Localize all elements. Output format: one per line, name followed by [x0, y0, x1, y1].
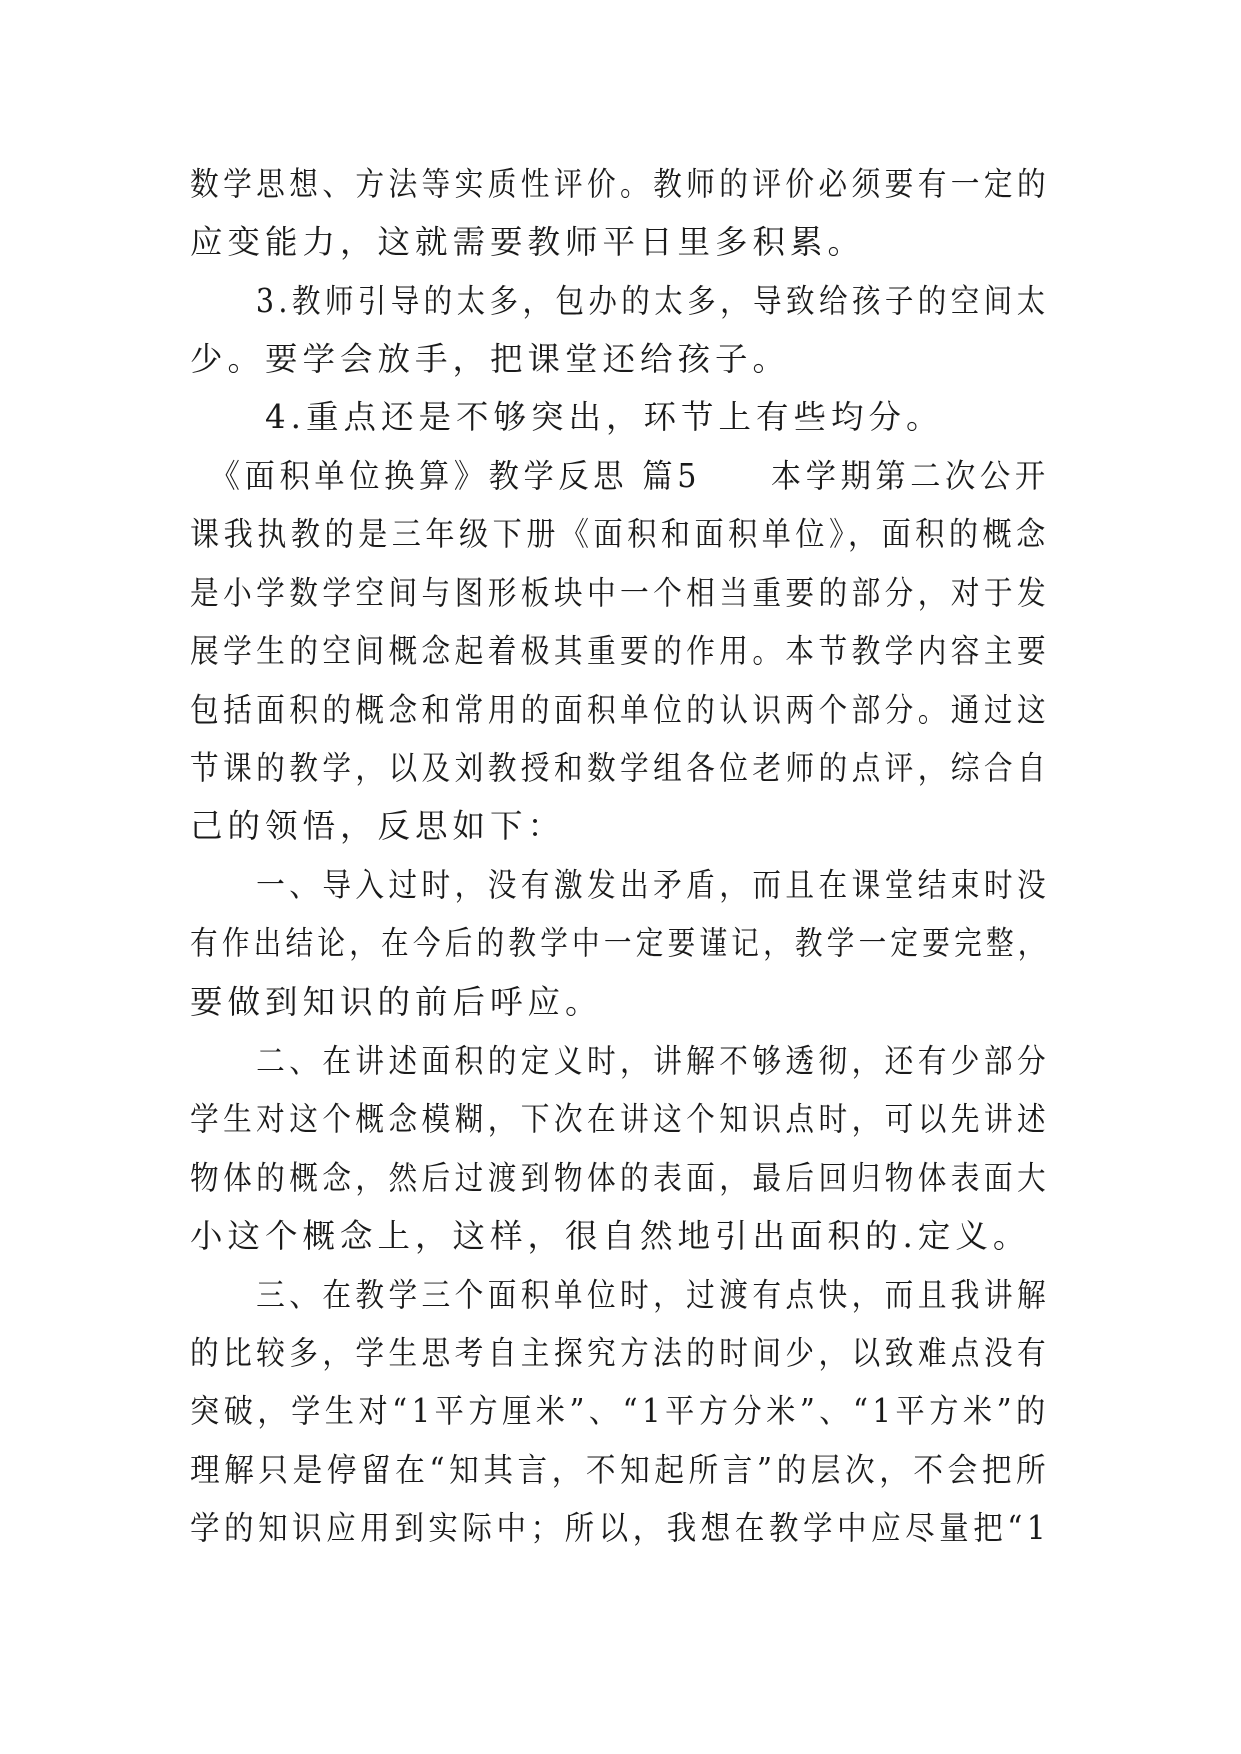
- text-line: 物体的概念，然后过渡到物体的表面，最后回归物体表面大: [190, 1159, 1051, 1197]
- text-line: 己的领悟，反思如下：: [190, 807, 566, 845]
- text-line: 要做到知识的前后呼应。: [190, 983, 603, 1021]
- text-line: 节课的教学，以及刘教授和数学组各位老师的点评，综合自: [190, 749, 1051, 787]
- text-line: 4.重点还是不够突出，环节上有些均分。: [190, 398, 944, 436]
- text-line: 三、在教学三个面积单位时，过渡有点快，而且我讲解: [190, 1276, 1051, 1314]
- text-line: 应变能力，这就需要教师平日里多积累。: [190, 223, 866, 261]
- text-line: 突破，学生对“1平方厘米”、“1平方分米”、“1平方米”的: [190, 1392, 1050, 1430]
- text-line: 二、在讲述面积的定义时，讲解不够透彻，还有少部分: [190, 1042, 1051, 1080]
- text-line: 学的知识应用到实际中；所以，我想在教学中应尽量把“1: [190, 1509, 1051, 1547]
- section-heading-line: 《面积单位换算》教学反思 篇5 本学期第二次公开: [190, 457, 1050, 495]
- text-line: 展学生的空间概念起着极其重要的作用。本节教学内容主要: [190, 632, 1051, 670]
- text-line: 学生对这个概念模糊，下次在讲这个知识点时，可以先讲述: [190, 1100, 1051, 1138]
- text-line: 小这个概念上，这样，很自然地引出面积的.定义。: [190, 1217, 1031, 1255]
- text-line: 的比较多，学生思考自主探究方法的时间少，以致难点没有: [190, 1334, 1051, 1372]
- text-line: 数学思想、方法等实质性评价。教师的评价必须要有一定的: [190, 165, 1051, 203]
- text-line: 理解只是停留在“知其言，不知起所言”的层次，不会把所: [190, 1451, 1051, 1489]
- text-line: 少。要学会放手，把课堂还给孩子。: [190, 340, 791, 378]
- text-line: 3.教师引导的太多，包办的太多，导致给孩子的空间太: [190, 282, 1050, 320]
- text-line: 是小学数学空间与图形板块中一个相当重要的部分，对于发: [190, 574, 1051, 612]
- text-line: 课我执教的是三年级下册《面积和面积单位》，面积的概念: [190, 515, 1050, 553]
- text-line: 有作出结论，在今后的教学中一定要谨记，教学一定要完整，: [190, 924, 1050, 962]
- text-line: 包括面积的概念和常用的面积单位的认识两个部分。通过这: [190, 691, 1051, 729]
- text-line: 一、导入过时，没有激发出矛盾，而且在课堂结束时没: [190, 866, 1051, 904]
